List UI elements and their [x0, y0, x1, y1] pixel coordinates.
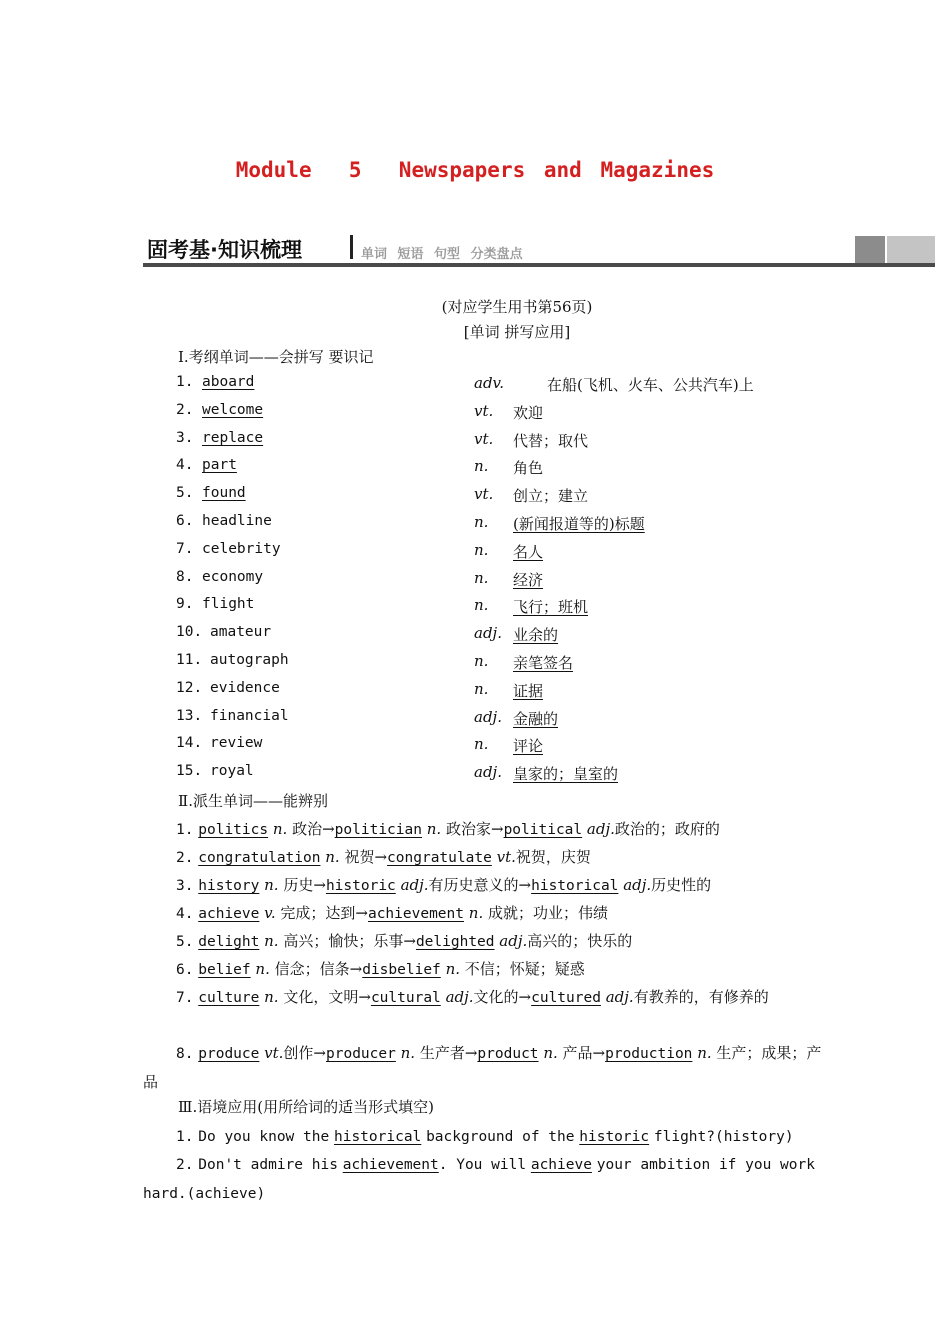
vocab-row	[176, 513, 876, 537]
vocab-number: 11.	[176, 652, 203, 668]
banner-subtitle: 单词 短语 句型 分类盘点	[361, 247, 523, 262]
vocab-number: 6.	[176, 513, 194, 529]
banner-block-dark	[855, 236, 885, 263]
derived-line-5: 5. delight n. 高兴；愉快；乐事→delighted adj.高兴的；快乐的	[176, 932, 633, 950]
vocab-meaning: 皇家的；皇室的	[513, 765, 619, 784]
vocab-word: replace	[202, 429, 264, 446]
vocab-pos: n.	[474, 513, 489, 531]
vocab-word: amateur	[210, 624, 272, 641]
vocab-word: headline	[202, 513, 272, 529]
answer: congratulation	[198, 850, 321, 866]
vocab-pos: n.	[474, 679, 489, 698]
answer: produce	[198, 1046, 260, 1062]
answer: cultured	[531, 990, 601, 1006]
vocab-pos: adj.	[474, 624, 502, 643]
section-banner	[143, 232, 935, 268]
derived-line-6: 6. belief n. 信念；信条→disbelief n. 不信；怀疑；疑惑	[176, 960, 585, 978]
answer: production	[605, 1046, 693, 1062]
answer: congratulate	[387, 850, 492, 866]
vocab-meaning: 业余的	[513, 626, 559, 645]
vocab-number: 2.	[176, 401, 194, 418]
answer: belief	[198, 962, 251, 978]
vocab-word: welcome	[202, 401, 264, 418]
vocab-word: review	[210, 735, 263, 752]
vocab-word: flight	[202, 596, 255, 613]
vocab-number: 7.	[176, 540, 194, 557]
part2-heading: Ⅱ.派生单词——能辨别	[178, 792, 328, 810]
answer: historic	[325, 878, 396, 894]
answer: delight	[198, 934, 260, 950]
vocab-pos: vt.	[474, 401, 494, 420]
answer: achievement	[342, 1157, 439, 1173]
vocab-row	[176, 763, 876, 787]
vocab-meaning: 角色	[513, 459, 544, 478]
vocab-word: found	[202, 485, 246, 502]
vocab-word: autograph	[210, 652, 289, 668]
answer: product	[477, 1046, 539, 1062]
derived-line-3: 3. history n. 历史→historic adj.有历史意义的→historical adj.历史性的	[176, 876, 712, 894]
banner-title: 固考基·知识梳理	[147, 238, 302, 262]
vocab-meaning: 金融的	[513, 709, 559, 728]
vocab-number: 4.	[176, 457, 194, 474]
part1-heading: Ⅰ.考纲单词——会拼写 要识记	[178, 348, 374, 366]
vocab-pos: n.	[474, 735, 489, 754]
vocab-word: evidence	[210, 679, 280, 696]
answer: politics	[198, 822, 269, 838]
banner-block-light	[887, 236, 935, 263]
vocab-pos: n.	[474, 540, 489, 559]
section-tag: [单词 拼写应用]	[463, 323, 571, 341]
vocab-pos: adv.	[474, 374, 505, 392]
context-question-2: 2. Don't admire his achievement. You will achieve your ambition if you work hard.(achieve)	[143, 1157, 815, 1202]
vocab-row	[176, 624, 876, 648]
vocab-word: economy	[202, 568, 264, 585]
context-question-1: 1. Do you know the historical background of the historic flight?(history)	[176, 1129, 794, 1145]
answer: historical	[333, 1129, 422, 1145]
vocab-row	[176, 485, 876, 509]
vocab-row	[176, 430, 876, 454]
vocab-row	[176, 652, 876, 676]
vocab-number: 3.	[176, 429, 194, 446]
vocab-row	[176, 569, 876, 593]
vocab-meaning: 欢迎	[513, 403, 544, 422]
vocab-meaning: (新闻报道等的)标题	[513, 515, 645, 533]
vocab-number: 12.	[176, 679, 203, 696]
vocab-row	[176, 596, 876, 620]
vocab-meaning: 在船(飞机、火车、公共汽车)上	[547, 376, 754, 394]
derived-line-4: 4. achieve v. 完成；达到→achievement n. 成就；功业；伟绩	[176, 904, 609, 922]
banner-divider	[350, 235, 353, 259]
vocab-pos: adj.	[474, 763, 502, 782]
vocab-word: celebrity	[202, 540, 281, 557]
vocab-meaning: 亲笔签名	[513, 654, 574, 672]
vocab-meaning: 创立；建立	[513, 487, 589, 506]
vocab-meaning: 飞行；班机	[513, 598, 589, 617]
vocab-meaning: 证据	[513, 681, 544, 700]
answer: history	[198, 878, 260, 894]
answer: cultural	[370, 990, 441, 1006]
vocab-number: 14.	[176, 735, 203, 752]
vocab-pos: n.	[474, 457, 489, 476]
vocab-row	[176, 541, 876, 565]
answer: historic	[579, 1129, 650, 1145]
vocab-row	[176, 457, 876, 481]
page-reference: (对应学生用书第56页)	[441, 298, 593, 316]
derived-line-7: 7. culture n. 文化，文明→cultural adj.文化的→cultured adj.有教养的，有修养的	[176, 988, 769, 1006]
vocab-meaning: 名人	[513, 542, 544, 561]
vocab-pos: vt.	[474, 429, 494, 448]
answer: historical	[531, 878, 619, 894]
answer: achievement	[367, 906, 464, 922]
banner-rule	[143, 263, 935, 267]
vocab-pos: adj.	[474, 707, 502, 726]
vocab-meaning: 代替；取代	[513, 431, 589, 450]
vocab-word: aboard	[202, 374, 255, 390]
derived-line-8: 8. produce vt.创作→producer n. 生产者→product n. 产品→production n. 生产；成果；产品	[143, 1044, 822, 1091]
vocab-number: 5.	[176, 485, 194, 502]
answer: producer	[326, 1046, 396, 1062]
vocab-pos: n.	[474, 596, 489, 615]
vocab-row	[176, 735, 876, 759]
vocab-pos: vt.	[474, 485, 494, 504]
vocab-number: 1.	[176, 374, 194, 390]
vocab-number: 10.	[176, 624, 203, 641]
vocab-pos: n.	[474, 652, 489, 670]
vocab-pos: n.	[474, 568, 489, 587]
vocab-number: 13.	[176, 707, 203, 724]
vocab-word: royal	[210, 763, 254, 780]
vocab-word: part	[202, 457, 237, 474]
derived-line-2: 2. congratulation n. 祝贺→congratulate vt.祝贺，庆贺	[176, 848, 591, 866]
vocab-number: 8.	[176, 568, 194, 585]
derived-line-1: 1. politics n. 政治→politician n. 政治家→political adj.政治的；政府的	[176, 820, 720, 838]
vocab-number: 15.	[176, 763, 203, 780]
vocab-row	[176, 708, 876, 732]
vocab-meaning: 经济	[513, 570, 544, 589]
module-title: Module 5 Newspapers and Magazines	[235, 158, 715, 182]
answer: disbelief	[362, 962, 441, 978]
answer: politician	[334, 822, 422, 838]
vocab-word: financial	[210, 707, 289, 724]
answer: political	[503, 822, 583, 838]
vocab-row	[176, 680, 876, 704]
answer: achieve	[198, 906, 260, 922]
vocab-row	[176, 374, 876, 398]
answer: culture	[198, 990, 260, 1006]
vocab-row	[176, 402, 876, 426]
vocab-meaning: 评论	[513, 737, 544, 756]
answer: achieve	[530, 1157, 592, 1173]
vocab-number: 9.	[176, 596, 194, 613]
answer: delighted	[415, 934, 495, 950]
part3-heading: Ⅲ.语境应用(用所给词的适当形式填空)	[178, 1098, 434, 1116]
